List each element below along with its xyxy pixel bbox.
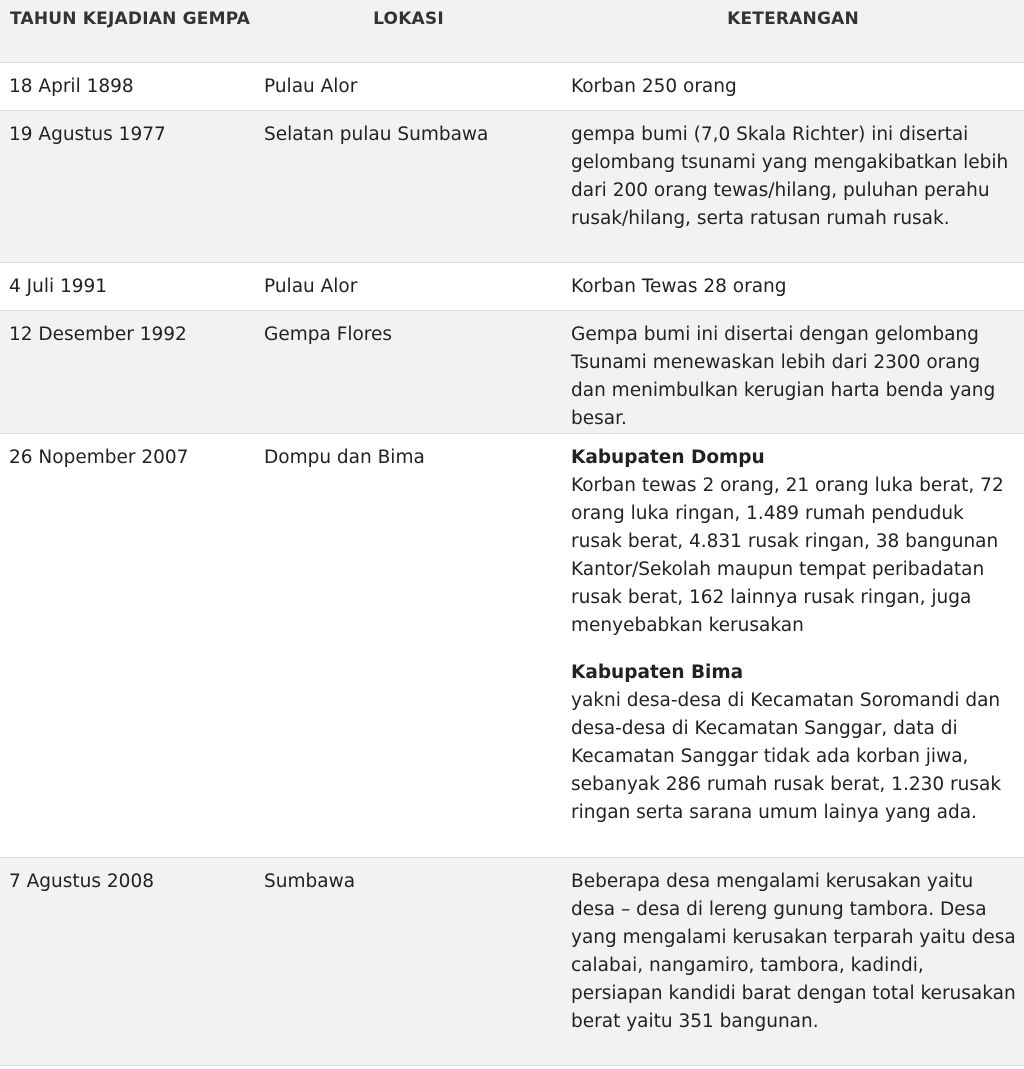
location-cell: Pulau Alor <box>255 262 562 310</box>
table-body <box>0 62 1024 1065</box>
table-row <box>0 310 1024 433</box>
description-cell: Korban Tewas 28 orang <box>562 262 1024 310</box>
table-row <box>0 857 1024 1065</box>
table-row <box>0 110 1024 262</box>
table-row <box>0 62 1024 110</box>
table-header <box>0 0 1024 62</box>
year-cell: 4 Juli 1991 <box>0 262 255 310</box>
year-cell: 19 Agustus 1977 <box>0 110 255 262</box>
regency-block-dompu <box>571 444 1018 640</box>
description-cell: Beberapa desa mengalami kerusakan yaitu desa – desa di lereng gunung tambora. Desa yang mengalami kerusakan terparah yaitu desa calabai, nangamiro, tambora, kadindi, persiapan kandidi barat dengan total kerusakan berat yaitu 351 bangunan. <box>562 857 1024 1065</box>
year-cell: 7 Agustus 2008 <box>0 857 255 1065</box>
regency-text: Korban tewas 2 orang, 21 orang luka berat, 72 orang luka ringan, 1.489 rumah penduduk rusak berat, 4.831 rusak ringan, 38 bangunan Kantor/Sekolah maupun tempat peribadatan rusak berat, 162 lainnya rusak ringan, juga menyebabkan kerusakan <box>571 474 1004 636</box>
description-cell: Korban 250 orang <box>562 62 1024 110</box>
location-cell: Selatan pulau Sumbawa <box>255 110 562 262</box>
regency-heading: Kabupaten Bima <box>571 661 744 683</box>
header-location: LOKASI <box>255 0 562 62</box>
regency-block-bima <box>571 659 1018 827</box>
regency-heading: Kabupaten Dompu <box>571 446 765 468</box>
description-cell: gempa bumi (7,0 Skala Richter) ini disertai gelombang tsunami yang mengakibatkan lebih dari 200 orang tewas/hilang, puluhan perahu rusak/hilang, serta ratusan rumah rusak. <box>562 110 1024 262</box>
header-description: KETERANGAN <box>562 0 1024 62</box>
location-cell: Gempa Flores <box>255 310 562 433</box>
description-cell <box>562 433 1024 857</box>
year-cell: 12 Desember 1992 <box>0 310 255 433</box>
location-cell: Sumbawa <box>255 857 562 1065</box>
table-row <box>0 433 1024 857</box>
year-cell: 18 April 1898 <box>0 62 255 110</box>
description-cell: Gempa bumi ini disertai dengan gelombang Tsunami menewaskan lebih dari 2300 orang dan menimbulkan kerugian harta benda yang besar. <box>562 310 1024 433</box>
header-row <box>0 0 1024 62</box>
year-cell: 26 Nopember 2007 <box>0 433 255 857</box>
header-year: TAHUN KEJADIAN GEMPA <box>0 0 255 62</box>
location-cell: Pulau Alor <box>255 62 562 110</box>
table-row <box>0 262 1024 310</box>
location-cell: Dompu dan Bima <box>255 433 562 857</box>
regency-text: yakni desa-desa di Kecamatan Soromandi dan desa-desa di Kecamatan Sanggar, data di Kecamatan Sanggar tidak ada korban jiwa, sebanyak 286 rumah rusak berat, 1.230 rusak ringan serta sarana umum lainya yang ada. <box>571 689 1002 823</box>
